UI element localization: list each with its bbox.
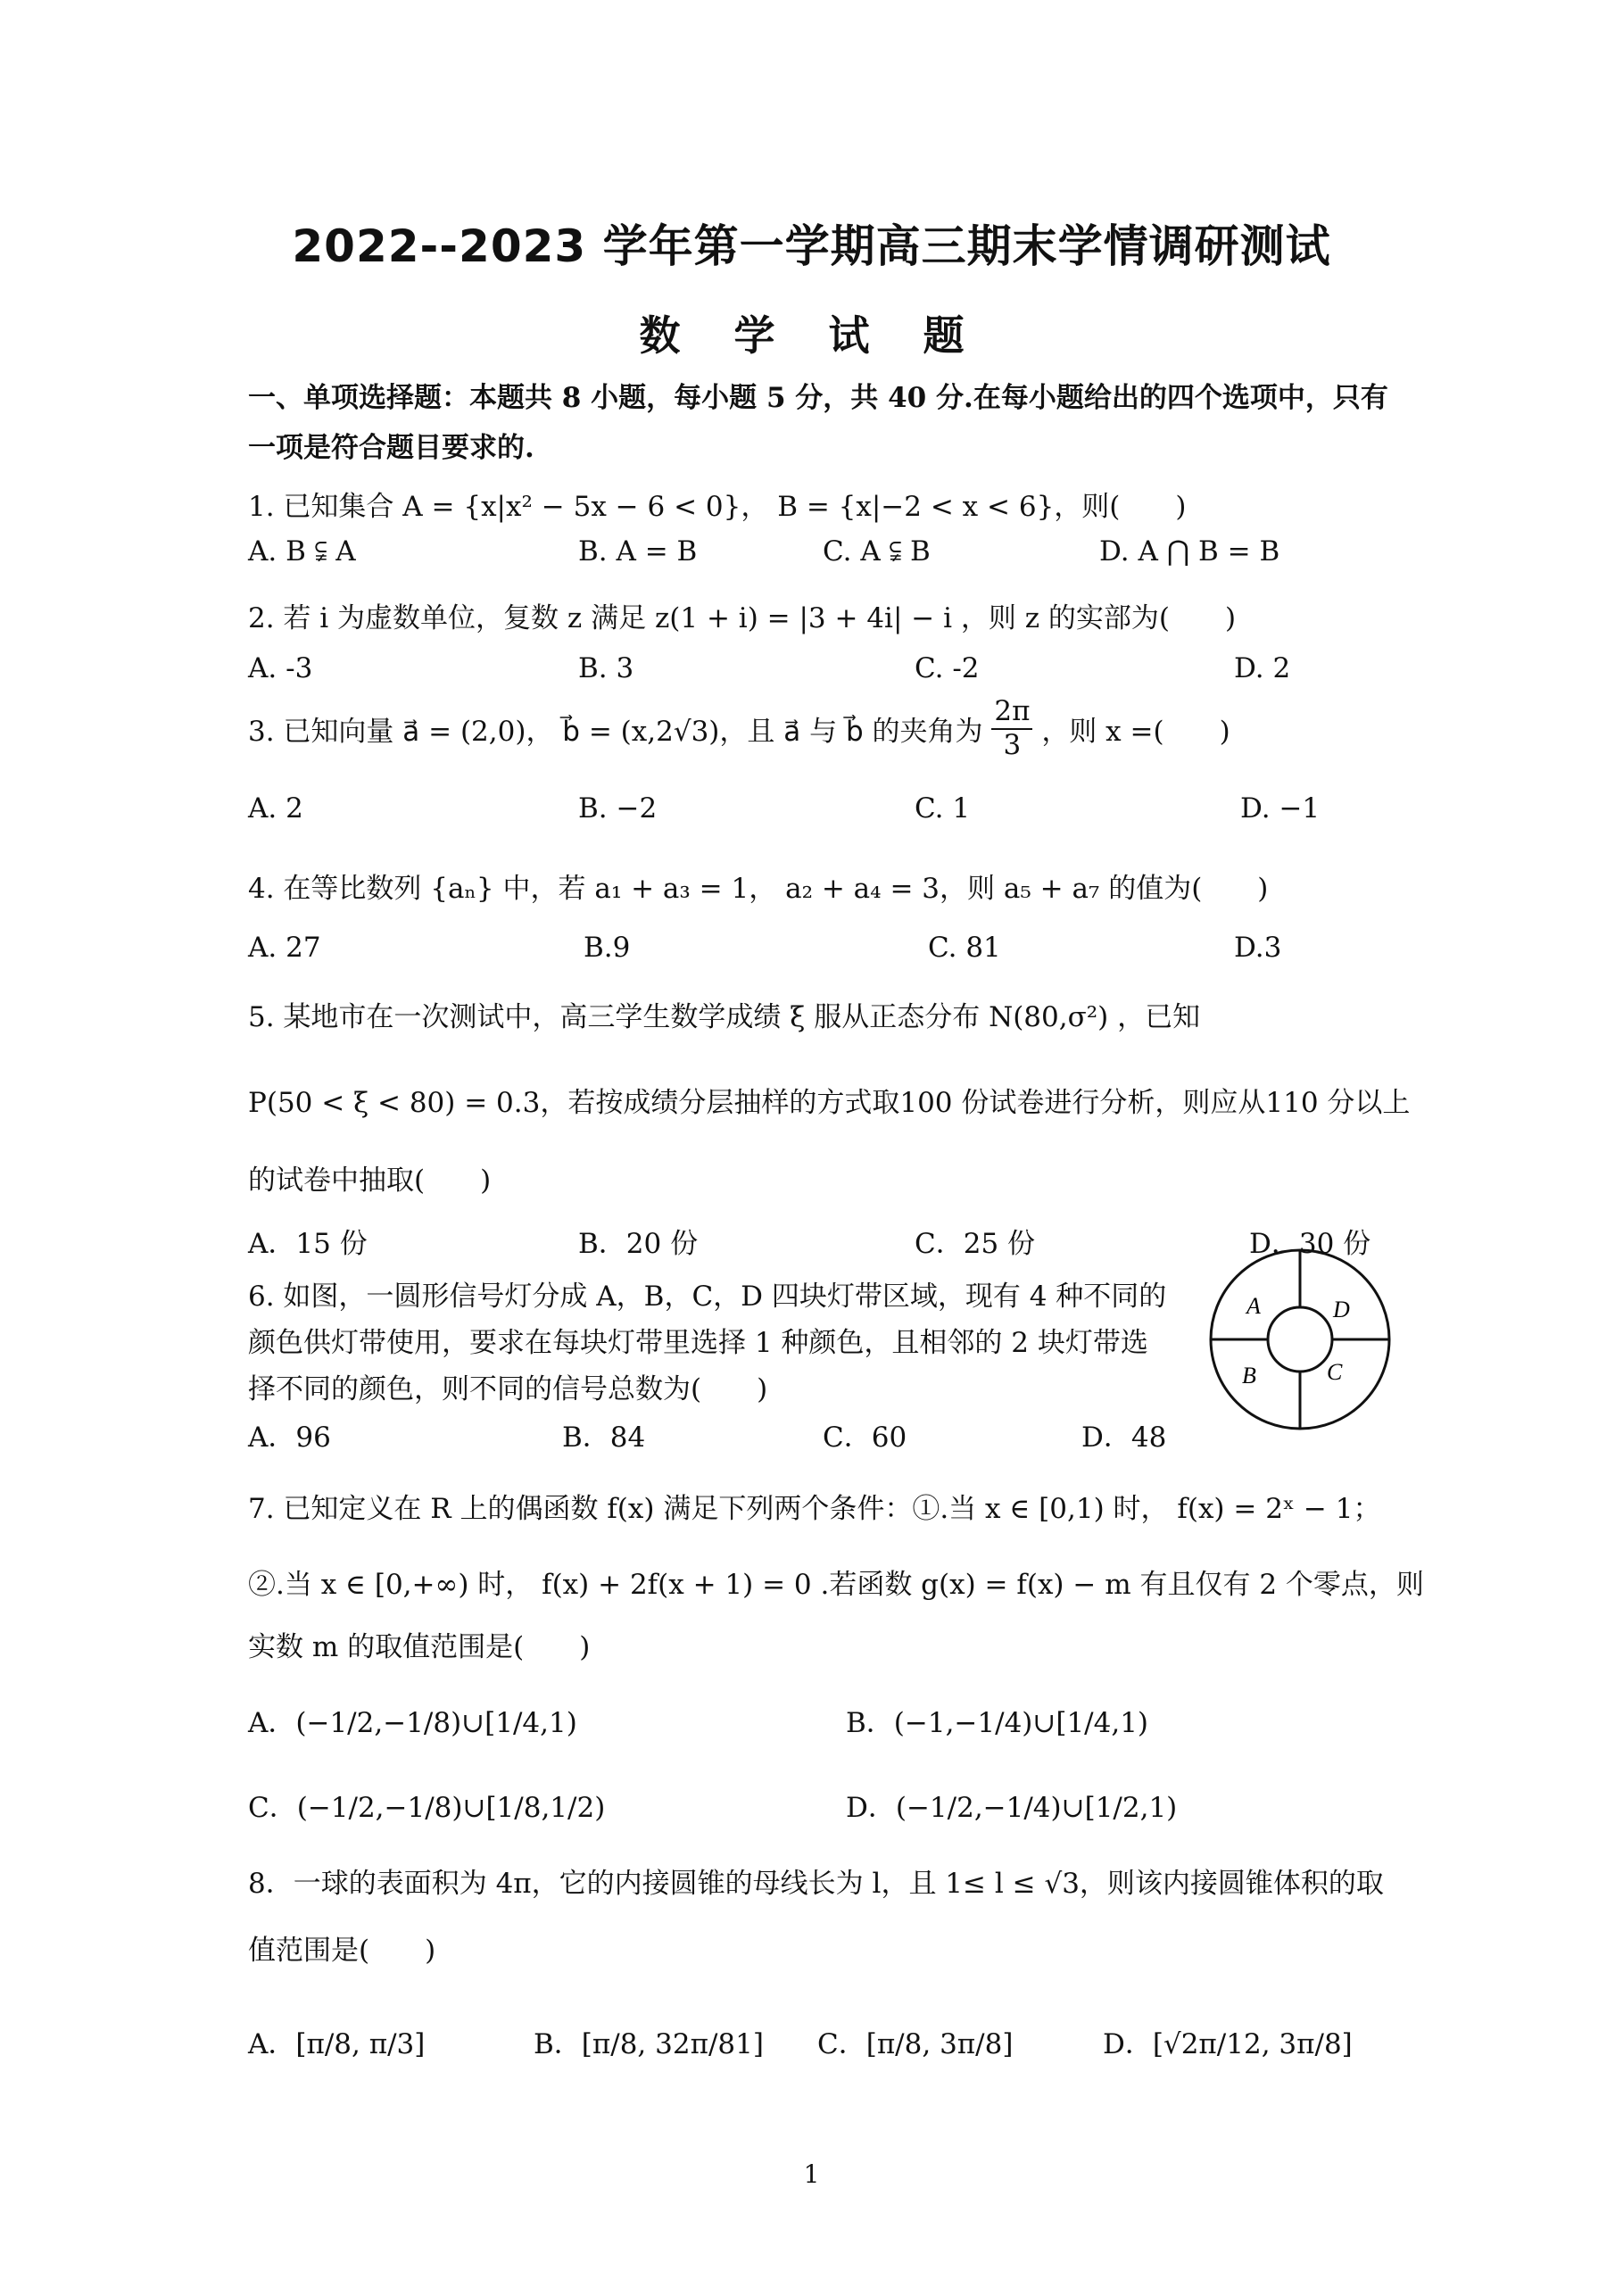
q1-stem: 1. 已知集合 A = {x|x² − 5x − 6 < 0}， B = {x|−2 < x < 6}，则( ) xyxy=(248,491,1187,523)
q4-option-c: C. 81 xyxy=(928,932,1001,964)
q2-option-a: A. -3 xyxy=(248,652,313,684)
region-label-b: B xyxy=(1242,1363,1256,1388)
q4-option-d: D.3 xyxy=(1234,932,1282,964)
q1-option-d: D. A ⋂ B = B xyxy=(1099,535,1280,568)
q8-option-c: C．[π/8, 3π/8] xyxy=(817,2028,1014,2060)
q8-option-d: D．[√2π/12, 3π/8] xyxy=(1103,2028,1353,2060)
q6-line3: 择不同的颜色，则不同的信号总数为( ) xyxy=(248,1373,768,1405)
q3-stem xyxy=(248,696,1230,761)
q3-stem-part-b: ，则 x =( ) xyxy=(1041,716,1230,749)
q1-option-a: A. B ⫋ A xyxy=(248,535,356,568)
q3-option-a: A. 2 xyxy=(248,792,303,825)
q6-option-d: D．48 xyxy=(1081,1422,1167,1454)
q8-option-a: A．[π/8, π/3] xyxy=(248,2028,426,2060)
q7-option-d: D．(−1/2,−1/4)∪[1/2,1) xyxy=(846,1792,1178,1824)
q3-option-b: B. −2 xyxy=(578,792,658,825)
region-label-c: C xyxy=(1327,1359,1343,1385)
q4-option-b: B.9 xyxy=(584,932,631,964)
q5-option-a: A．15 份 xyxy=(248,1228,368,1260)
q2-option-b: B. 3 xyxy=(578,652,634,684)
q2-option-c: C. -2 xyxy=(915,652,980,684)
q2-stem: 2. 若 i 为虚数单位，复数 z 满足 z(1 + i) = |3 + 4i| − i ，则 z 的实部为( ) xyxy=(248,602,1237,634)
q3-angle-fraction xyxy=(991,696,1032,761)
q8-line2: 值范围是( ) xyxy=(248,1935,436,1967)
q3-fraction-numerator: 2π xyxy=(991,696,1032,730)
q8-option-b: B．[π/8, 32π/81] xyxy=(534,2028,764,2060)
q7-line1: 7. 已知定义在 R 上的偶函数 f(x) 满足下列两个条件：①.当 x ∈ [0,1) 时， f(x) = 2ˣ − 1； xyxy=(248,1493,1381,1525)
q5-option-d: D．30 份 xyxy=(1249,1228,1371,1260)
q5-line1: 5. 某地市在一次测试中，高三学生数学成绩 ξ 服从正态分布 N(80,σ²) ，已知 xyxy=(248,1001,1201,1033)
q6-line1: 6. 如图，一圆形信号灯分成 A，B，C，D 四块灯带区域，现有 4 种不同的 xyxy=(248,1281,1167,1313)
exam-subtitle: 数 学 试 题 xyxy=(639,311,984,360)
q6-option-b: B．84 xyxy=(562,1422,646,1454)
inner-circle xyxy=(1268,1307,1332,1372)
q7-option-c: C．(−1/2,−1/8)∪[1/8,1/2) xyxy=(248,1792,606,1824)
q5-line2: P(50 < ξ < 80) = 0.3，若按成绩分层抽样的方式取100 份试卷进行分析，则应从110 分以上 xyxy=(248,1087,1411,1119)
q2-option-d: D. 2 xyxy=(1234,652,1291,684)
q3-option-c: C. 1 xyxy=(915,792,971,825)
section-heading-line2: 一项是符合题目要求的. xyxy=(248,432,534,464)
q7-option-a: A．(−1/2,−1/8)∪[1/4,1) xyxy=(248,1707,577,1739)
signal-light-diagram xyxy=(1206,1246,1394,1433)
q3-stem-part-a: 3. 已知向量 a⃗ = (2,0)， b⃗ = (x,2√3)，且 a⃗ 与 b⃗ 的夹角为 xyxy=(248,716,983,749)
region-label-a: A xyxy=(1246,1293,1261,1319)
q6-option-a: A．96 xyxy=(248,1422,331,1454)
q3-option-d: D. −1 xyxy=(1240,792,1321,825)
q6-line2: 颜色供灯带使用，要求在每块灯带里选择 1 种颜色，且相邻的 2 块灯带选 xyxy=(248,1327,1148,1359)
q4-option-a: A. 27 xyxy=(248,932,321,964)
q7-line2: ②.当 x ∈ [0,+∞) 时， f(x) + 2f(x + 1) = 0 .若函数 g(x) = f(x) − m 有且仅有 2 个零点，则 xyxy=(248,1569,1424,1601)
q7-option-b: B．(−1,−1/4)∪[1/4,1) xyxy=(846,1707,1149,1739)
q5-line3: 的试卷中抽取( ) xyxy=(248,1165,492,1197)
q1-option-b: B. A = B xyxy=(578,535,698,568)
q1-option-c: C. A ⫋ B xyxy=(823,535,931,568)
q5-option-b: B．20 份 xyxy=(578,1228,699,1260)
q7-line3: 实数 m 的取值范围是( ) xyxy=(248,1631,591,1663)
q6-option-c: C．60 xyxy=(823,1422,907,1454)
exam-title: 2022--2023 学年第一学期高三期末学情调研测试 xyxy=(292,220,1331,272)
q5-option-c: C．25 份 xyxy=(915,1228,1036,1260)
q3-fraction-denominator: 3 xyxy=(1003,728,1022,761)
q4-stem: 4. 在等比数列 {aₙ} 中，若 a₁ + a₃ = 1， a₂ + a₄ = 3，则 a₅ + a₇ 的值为( ) xyxy=(248,873,1269,905)
region-label-d: D xyxy=(1333,1297,1350,1322)
section-heading-line1: 一、单项选择题：本题共 8 小题，每小题 5 分，共 40 分.在每小题给出的四个选项中，只有 xyxy=(248,382,1388,414)
page-number: 1 xyxy=(803,2159,820,2189)
q8-line1: 8．一球的表面积为 4π，它的内接圆锥的母线长为 l，且 1≤ l ≤ √3，则该内接圆锥体积的取 xyxy=(248,1868,1384,1900)
